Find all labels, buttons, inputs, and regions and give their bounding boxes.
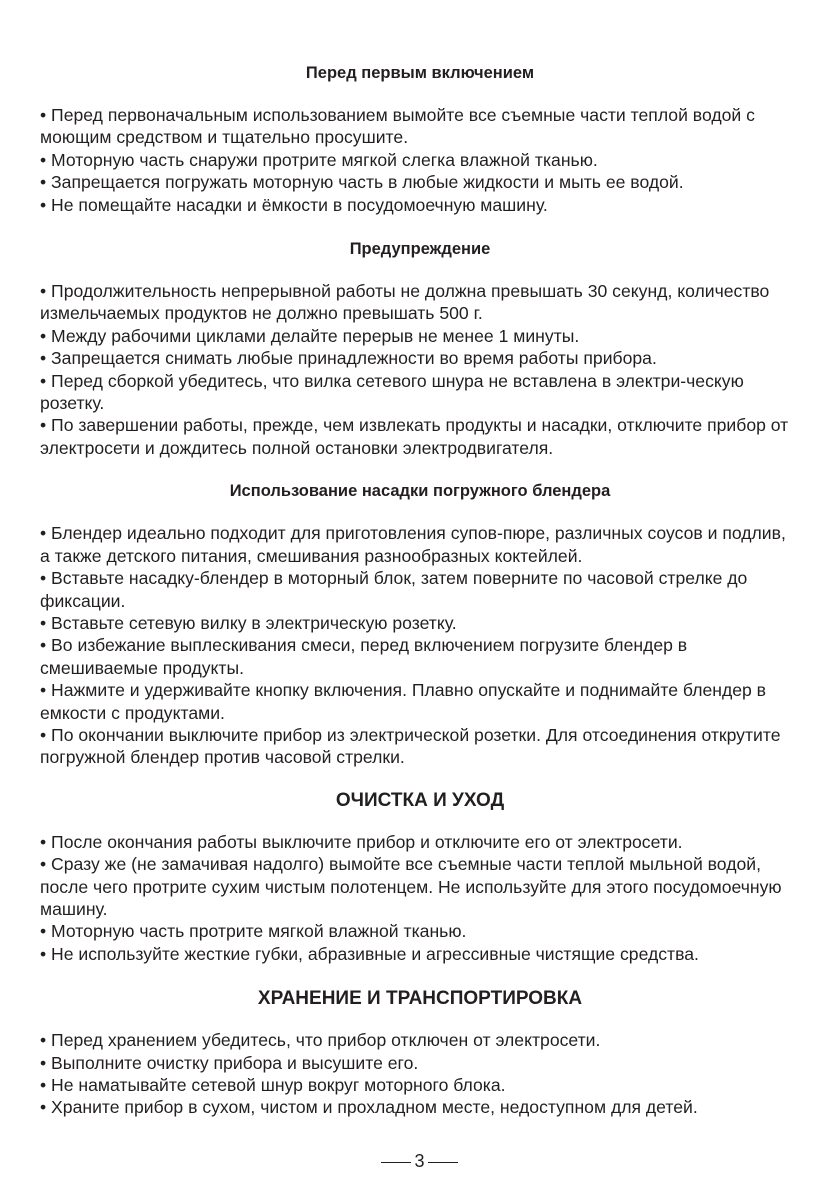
list-item: • Выполните очистку прибора и высушите его. [40, 1052, 419, 1073]
list-item: • Храните прибор в сухом, чистом и прохладном месте, недоступном для детей. [40, 1097, 698, 1118]
page-number-value: 3 [414, 1151, 425, 1171]
list-item: • Перед первоначальным использованием вымойте все съемные части теплой водой с моющим средством и тщательно просушите. [40, 105, 755, 148]
section-cleaning [40, 789, 800, 965]
list-item: • По окончании выключите прибор из электрической розетки. Для отсоединения открутите погружной блендер против часовой стрелки. [40, 724, 781, 768]
dash-left-decoration [381, 1162, 411, 1163]
section-before-first-use [40, 62, 800, 216]
section-title: Перед первым включением [305, 64, 535, 82]
list-item: • Перед сборкой убедитесь, что вилка сетевого шнура не вставлена в электри-ческую розетку. [40, 370, 744, 414]
list-item: • Продолжительность непрерывной работы не должна превышать 30 секунд, количество измельчаемых продуктов не должно превышать 500 г. [40, 281, 770, 324]
list-item: • Между рабочими циклами делайте перерыв не менее 1 минуты. [40, 325, 580, 346]
bullet-list [40, 522, 800, 768]
list-item: • Сразу же (не замачивая надолго) вымойте все съемные части теплой мыльной водой, после чего протрите сухим чистым полотенцем. Не используйте для этого посудомоечную машину. [40, 854, 782, 919]
bullet-list [40, 1029, 800, 1119]
list-item: • Запрещается погружать моторную часть в любые жидкости и мыть ее водой. [40, 172, 684, 193]
bullet-list [40, 831, 800, 965]
list-item: • Не помещайте насадки и ёмкости в посудомоечную машину. [40, 194, 548, 215]
list-item: • Моторную часть снаружи протрите мягкой слегка влажной тканью. [40, 149, 598, 170]
section-title: ХРАНЕНИЕ И ТРАНСПОРТИРОВКА [257, 988, 583, 1010]
page-number [0, 1150, 839, 1172]
list-item: • Блендер идеально подходит для приготовления супов-пюре, различных соусов и подлив, а также детского питания, смешивания разнообразных коктейлей. [40, 523, 786, 566]
section-title: Предупреждение [349, 240, 491, 259]
section-blender-usage [40, 480, 800, 768]
list-item: • Моторную часть протрите мягкой влажной тканью. [40, 921, 467, 942]
list-item: • Нажмите и удерживайте кнопку включения. Плавно опускайте и поднимайте блендер в емкости с продуктами. [40, 680, 767, 723]
list-item: • Не наматывайте сетевой шнур вокруг моторного блока. [40, 1075, 506, 1095]
section-warning [40, 238, 800, 459]
list-item: • Перед хранением убедитесь, что прибор отключен от электросети. [40, 1030, 601, 1051]
section-storage [40, 987, 800, 1119]
manual-page [40, 62, 800, 1119]
list-item: • После окончания работы выключите прибор и отключите его от электросети. [40, 831, 683, 852]
section-title: ОЧИСТКА И УХОД [335, 789, 505, 811]
section-title: Использование насадки погружного блендера [229, 482, 611, 501]
list-item: • Вставьте насадку-блендер в моторный блок, затем поверните по часовой стрелке до фиксации. [40, 568, 748, 611]
list-item: • Вставьте сетевую вилку в электрическую розетку. [40, 612, 457, 633]
bullet-list [40, 104, 800, 216]
list-item: • Запрещается снимать любые принадлежности во время работы прибора. [40, 348, 657, 369]
list-item: • Не используйте жесткие губки, абразивные и агрессивные чистящие средства. [40, 943, 699, 964]
dash-right-decoration [428, 1162, 458, 1163]
bullet-list [40, 280, 800, 459]
list-item: • По завершении работы, прежде, чем извлекать продукты и насадки, отключите прибор от электросети и дождитесь полной остановки электродвигателя. [40, 415, 789, 458]
list-item: • Во избежание выплескивания смеси, перед включением погрузите блендер в смешиваемые продукты. [40, 635, 688, 678]
